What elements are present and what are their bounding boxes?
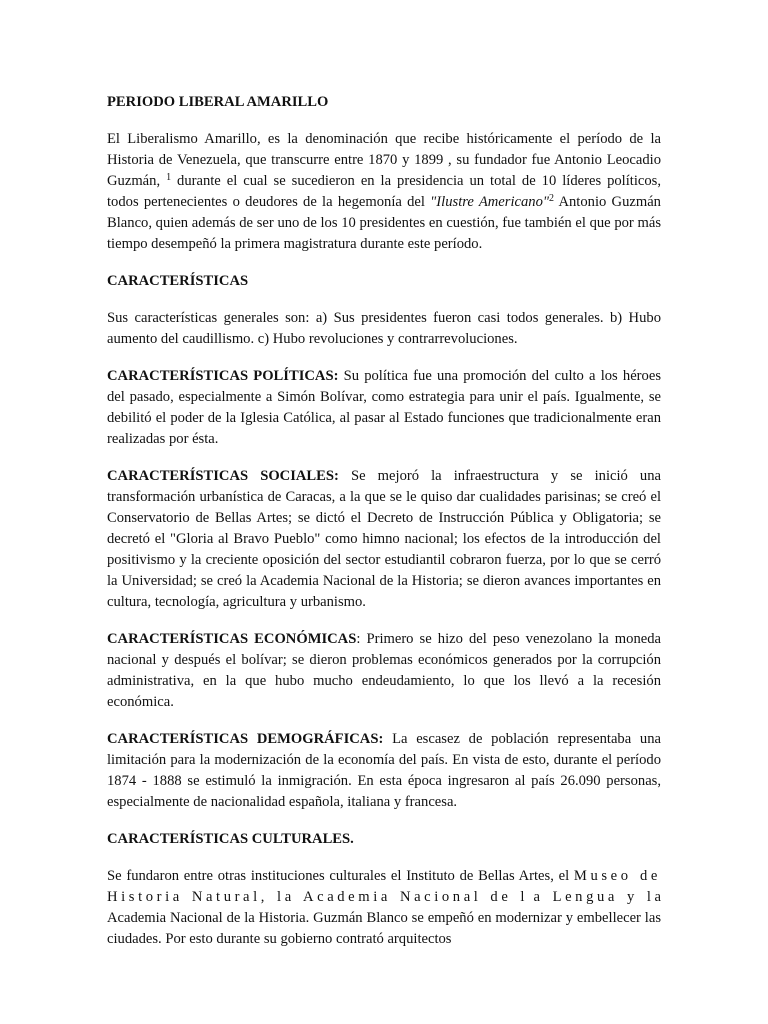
document-page	[107, 92, 661, 966]
intro-paragraph	[107, 129, 661, 255]
demograficas-label: CARACTERÍSTICAS DEMOGRÁFICAS:	[107, 731, 384, 747]
politicas-text: Su política fue una promoción del culto a los héroes del pasado, especialmente a Simón Bolívar, como estrategia para unir el país. Igualmente, se debilitó el poder de la Iglesia Católica, al pasar al Estado funciones que tradicionalmente eran realizadas por ésta.	[107, 368, 661, 447]
footnote-ref-2[interactable]: 2	[549, 193, 555, 204]
culturales-spaced-text-2: a Lengua y l	[533, 889, 655, 905]
culturales-line-3: a Academia Nacional de la Historia. Guzmán Blanco se empeñó en modernizar y embellecer las ciudades. Por esto durante su gobierno contrató arquitectos	[107, 889, 662, 947]
politicas-label: CARACTERÍSTICAS POLÍTICAS:	[107, 368, 339, 384]
footnote-ref-1[interactable]: 1	[166, 172, 172, 183]
culturales-spaced-text-1: Museo de Historia Natural, la Academia Nacional de l	[107, 868, 661, 905]
culturales-paragraph	[107, 866, 661, 950]
economicas-paragraph	[107, 629, 661, 713]
intro-text-3: Antonio Guzmán Blanco, quien además de ser uno de los 10 presidentes en cuestión, fue también el que por más tiempo desempeñó la primera magistratura durante este período.	[107, 194, 661, 252]
culturales-line-1: Se fundaron entre otras instituciones culturales el Instituto de Bellas Artes, el	[107, 868, 570, 884]
document-title: PERIODO LIBERAL AMARILLO	[107, 94, 329, 110]
caracteristicas-paragraph: Sus características generales son: a) Sus presidentes fueron casi todos generales. b) Hubo aumento del caudillismo. c) Hubo revoluciones y contrarrevoluciones.	[107, 310, 661, 347]
sociales-label: CARACTERÍSTICAS SOCIALES:	[107, 468, 339, 484]
caracteristicas-heading: CARACTERÍSTICAS	[107, 273, 249, 289]
intro-text-2: durante el cual se sucedieron en la presidencia un total de 10 líderes políticos, todos pertenecientes o deudores de la hegemonía del	[107, 173, 661, 210]
sociales-paragraph	[107, 466, 661, 613]
ilustre-americano-quote: "Ilustre Americano"	[424, 194, 550, 210]
demograficas-text: La escasez de población representaba una limitación para la modernización de la economía del país. En vista de esto, durante el período 1874 - 1888 se estimuló la inmigración. En esta época ingresaron al país 26.090 personas, especialmente de nacionalidad española, italiana y francesa.	[107, 731, 662, 810]
economicas-label: CARACTERÍSTICAS ECONÓMICAS	[107, 631, 357, 647]
intro-text-1: El Liberalismo Amarillo, es la denominación que recibe históricamente el período de la Historia de Venezuela, que transcurre entre 1870 y 1899 , su fundador fue Antonio Leocadio Guzmán,	[107, 131, 661, 189]
sociales-text: Se mejoró la infraestructura y se inició una transformación urbanística de Caracas, a la que se le quiso dar cualidades parisinas; se creó el Conservatorio de Bellas Artes; se dictó el Decreto de Instrucción Pública y Obligatoria; se decretó el "Gloria al Bravo Pueblo" como himno nacional; los efectos de la introducción del positivismo y la creciente oposición del sector estudiantil cobraron fuerza, por lo que se cerró la Universidad; se creó la Academia Nacional de la Historia; se dieron avances importantes en cultura, tecnología, agricultura y urbanismo.	[107, 468, 661, 610]
demograficas-paragraph	[107, 729, 661, 813]
culturales-heading: CARACTERÍSTICAS CULTURALES.	[107, 831, 354, 847]
politicas-paragraph	[107, 366, 661, 450]
economicas-text: : Primero se hizo del peso venezolano la moneda nacional y después el bolívar; se dieron problemas económicos generados por la corrupción administrativa, en la que hubo mucho endeudamiento, lo que los llevó a la recesión económica.	[107, 631, 661, 710]
